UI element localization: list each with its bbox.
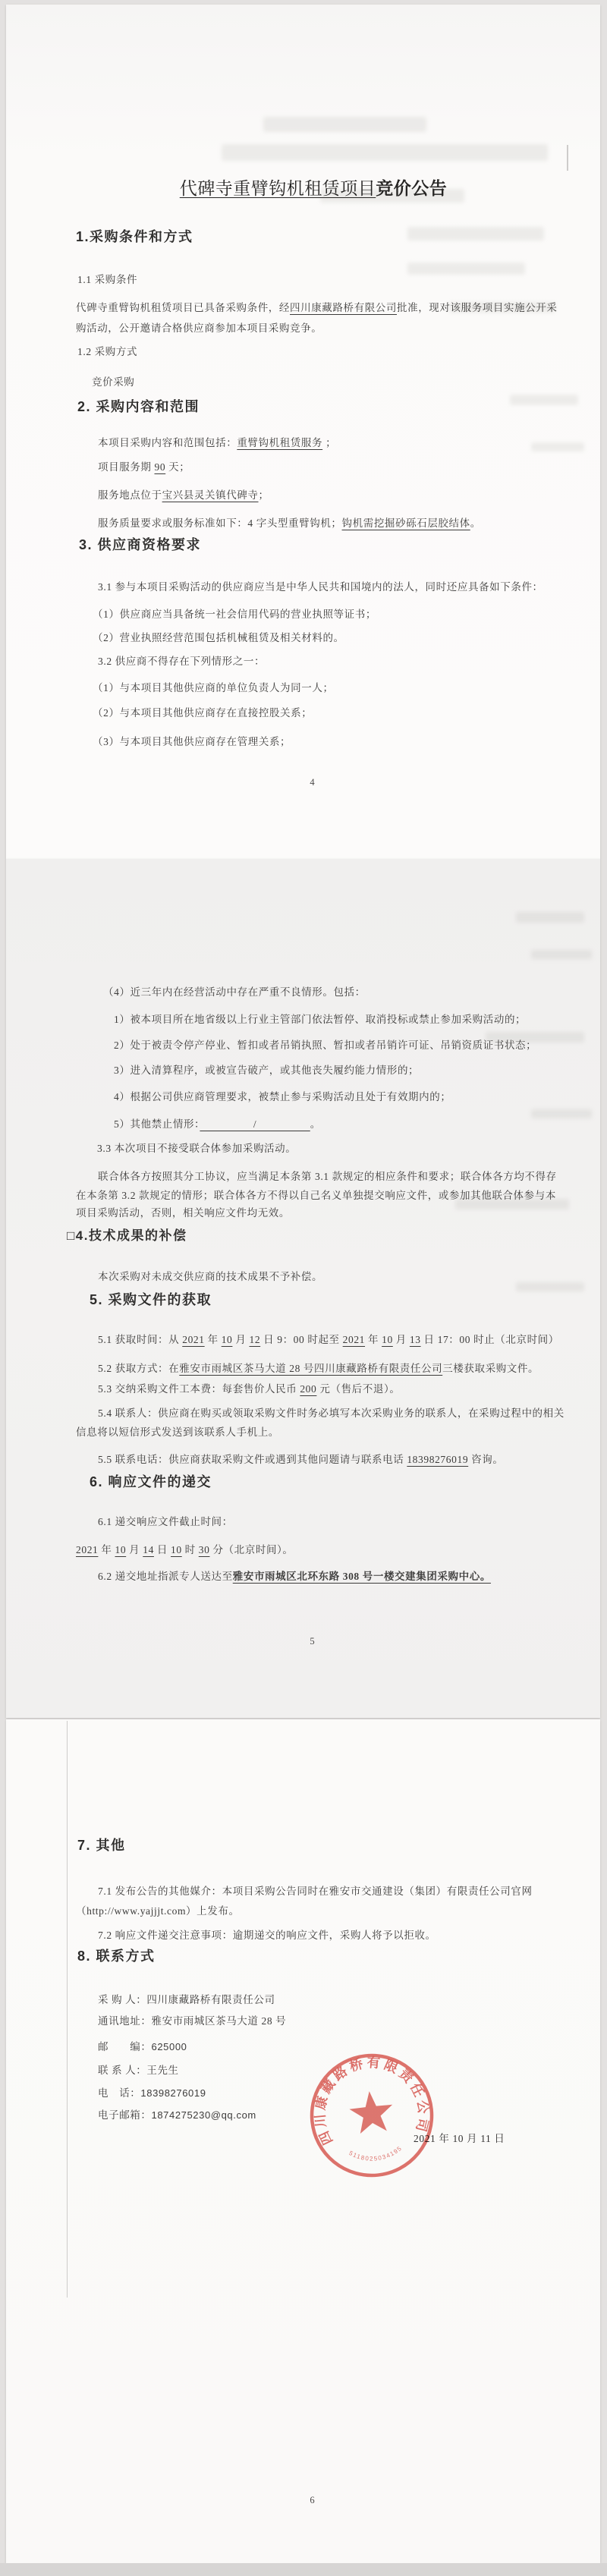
text-segment: 分（北京时间）。 [209, 1544, 294, 1555]
seal-code-text: 5118025034195 [348, 2144, 404, 2162]
text-segment: 雅安市雨城区北环东路 308 号一楼交建集团采购中心。 [232, 1571, 491, 1582]
text-segment: 电 话： [98, 2087, 141, 2099]
seal-star-icon [348, 2089, 395, 2134]
paragraph-line [76, 1425, 279, 1439]
text-segment: 625000 [151, 2041, 187, 2052]
text-segment: 批准，现对该服务项目实施公开采 [397, 302, 558, 313]
list-item [93, 607, 376, 621]
contact-email [98, 2108, 256, 2122]
text-segment: 5.4 联系人：供应商在购买或领取采购文件时务必填写本次采购业务的联系人，在采购过程中的相关 [98, 1408, 565, 1419]
text-segment: 6. 响应文件的递交 [90, 1474, 212, 1489]
subsection-3-1 [98, 580, 543, 594]
text-segment: 10 [382, 1334, 393, 1345]
text-segment: 18398276019 [407, 1454, 469, 1465]
text-segment: 1）被本项目所在地省级以上行业主管部门依法暂停、取消投标或禁止参加采购活动的； [114, 1014, 527, 1025]
text-segment: 本项目采购内容和范围包括： [98, 437, 237, 448]
text-segment: 咨询。 [468, 1454, 504, 1465]
subsection-3-3 [97, 1141, 296, 1156]
text-segment: 在本条第 3.2 款规定的情形；联合体各方不得以自己名义单独提交响应文件，或参加其他联合体参与本 [76, 1190, 556, 1201]
text-segment: 3.2 供应商不得存在下列情形之一： [98, 656, 266, 667]
text-segment: 雅安市雨城区茶马大道 28 号四川康藏路桥有限责任公司 [179, 1363, 443, 1374]
text-segment: 5.1 获取时间：从 [98, 1334, 183, 1345]
document-page-1 [6, 5, 600, 859]
subsection-1-1 [77, 272, 137, 287]
paragraph-line [76, 1188, 556, 1203]
text-segment: 2021 [76, 1544, 99, 1555]
text-segment: 项目采购活动，否则，相关响应文件均无效。 [76, 1207, 290, 1219]
text-segment: 5.5 联系电话：供应商获取采购文件或遇到其他问题请与联系电话 [98, 1454, 407, 1465]
fold-line-artifact [67, 1721, 68, 2298]
list-item [114, 1012, 526, 1027]
text-segment: 10 [171, 1544, 182, 1555]
bleed-through-artifact [531, 1109, 592, 1118]
text-segment: （2）与本项目其他供应商存在直接控股关系； [93, 707, 313, 719]
text-segment: 宝兴县灵关镇代碑寺 [162, 489, 259, 501]
text-segment: 竞价公告 [376, 178, 448, 198]
contact-purchaser [98, 1993, 275, 2007]
text-segment: （1）供应商应当具备统一社会信用代码的营业执照等证书； [93, 609, 376, 620]
list-item-blank-field [114, 1117, 321, 1131]
text-segment: 12 [249, 1334, 261, 1345]
text-segment: 年 [204, 1334, 222, 1345]
text-segment: （2）营业执照经营范围包括机械租赁及相关材料的。 [93, 632, 344, 643]
subsection-7-2 [98, 1928, 436, 1942]
text-segment: 5.2 获取方式：在 [98, 1363, 180, 1374]
text-segment: 1.1 采购条件 [77, 274, 138, 285]
list-item [93, 631, 344, 645]
text-segment: □4.技术成果的补偿 [67, 1228, 187, 1243]
subsection-1-2 [77, 344, 137, 359]
text-segment: 月 [232, 1334, 250, 1345]
text-segment: 1.2 采购方式 [77, 346, 138, 357]
text-segment: 14 [143, 1544, 154, 1555]
bleed-through-artifact [516, 1282, 584, 1291]
text-segment: 年 [98, 1544, 115, 1555]
bleed-through-artifact [510, 395, 578, 405]
text-segment: 日 17：00 时止（北京时间） [420, 1334, 559, 1345]
text-segment: 代碑寺重臂钩机租赁项目 [179, 179, 376, 198]
text-segment: （http://www.yajjjt.com）上发布。 [76, 1905, 240, 1917]
text-segment: 联 系 人： [98, 2065, 147, 2076]
text-segment: / [200, 1118, 310, 1130]
section-heading-5 [90, 1291, 212, 1309]
text-segment: 。 [310, 1118, 321, 1130]
text-segment: 90 [154, 461, 166, 473]
text-segment: 购活动，公开邀请合格供应商参加本项目采购竞争。 [76, 322, 322, 334]
text-segment: 项目服务期 [98, 461, 155, 473]
text-segment: 5）其他禁止情形： [114, 1118, 200, 1130]
text-segment: 8. 联系方式 [77, 1949, 156, 1964]
section-heading-3 [79, 536, 201, 554]
text-segment: 5. 采购文件的获取 [90, 1292, 212, 1307]
text-segment: 天； [165, 461, 190, 473]
text-segment: 服务质量要求或服务标准如下：4 字头型重臂钩机； [98, 517, 342, 529]
seal-company-text: 四川康藏路桥有限责任公司 [312, 2054, 432, 2147]
text-segment: 服务地点位于 [98, 489, 162, 501]
text-segment: ； [258, 489, 269, 501]
bleed-through-artifact [222, 144, 548, 161]
document-title [6, 177, 600, 200]
text-segment: 王先生 [146, 2065, 179, 2076]
page-number: 6 [310, 2495, 315, 2505]
contact-phone [98, 2086, 206, 2100]
bleed-through-artifact [407, 227, 544, 241]
text-segment: 联合体各方按照其分工协议，应当满足本条第 3.1 款规定的相应条件和要求；联合体各方均不得存 [98, 1171, 557, 1182]
subsection-5-4 [98, 1406, 565, 1420]
text-segment: 30 [198, 1544, 210, 1555]
text-segment: 3. 供应商资格要求 [79, 537, 202, 552]
text-segment: 5.3 交纳采购文件工本费：每套售价人民币 [98, 1383, 300, 1395]
text-segment: 10 [221, 1334, 233, 1345]
text-segment: 2）处于被责令停产停业、暂扣或者吊销执照、暂扣或者吊销许可证、吊销资质证书状态； [114, 1040, 537, 1051]
text-segment: 3.1 参与本项目采购活动的供应商应当是中华人民共和国境内的法人，同时还应具备如下条件： [98, 581, 543, 593]
svg-text:5118025034195 [348, 2144, 405, 2165]
subsection-5-3 [98, 1382, 400, 1396]
subsection-5-2 [98, 1361, 539, 1376]
text-segment: 月 [126, 1544, 143, 1555]
deadline-line [76, 1543, 294, 1557]
paragraph-line [76, 300, 558, 315]
text-segment: 时 [181, 1544, 199, 1555]
text-segment: ； [322, 437, 337, 448]
text-segment: 代碑寺重臂钩机租赁项目已具备采购条件，经 [76, 302, 290, 313]
text-segment: 邮 编： [98, 2041, 152, 2052]
bleed-through-artifact [531, 442, 584, 451]
subsection-5-5 [98, 1452, 503, 1467]
text-segment: 2021 [342, 1334, 366, 1345]
list-item [103, 985, 366, 999]
text-segment: 日 [153, 1544, 171, 1555]
text-segment: 钩机需挖掘砂砾石层胶结体 [341, 517, 470, 529]
text-segment: 7. 其他 [77, 1838, 126, 1853]
company-seal [301, 2045, 443, 2187]
text-segment: 2. 采购内容和范围 [77, 399, 200, 414]
paragraph-line [98, 436, 336, 450]
text-segment: 4）根据公司供应商管理要求，被禁止参与采购活动且处于有效期内的； [114, 1091, 451, 1102]
list-item [114, 1063, 419, 1077]
subsection-6-2 [98, 1569, 491, 1584]
text-segment: 采 购 人： [98, 1994, 147, 2005]
text-segment: 本次采购对未成交供应商的技术成果不予补偿。 [98, 1271, 323, 1282]
text-segment: 信息将以短信形式发送到该联系人手机上。 [76, 1426, 279, 1438]
section-heading-8 [77, 1947, 156, 1965]
paragraph-line [76, 321, 322, 335]
subsection-6-1 [98, 1514, 233, 1529]
text-segment: 四川康藏路桥有限公司 [290, 302, 397, 313]
text-segment: 7.1 发布公告的其他媒介：本项目采购公告同时在雅安市交通建设（集团）有限责任公司官网 [98, 1886, 533, 1897]
text-segment: 元（售后不退）。 [316, 1383, 401, 1395]
scanner-background [0, 2563, 607, 2576]
section-heading-2 [77, 398, 200, 416]
text-segment: 1.采购条件和方式 [76, 229, 193, 244]
text-segment: （3）与本项目其他供应商存在管理关系； [93, 736, 291, 747]
text-segment: 6.2 递交地址指派专人送达至 [98, 1571, 233, 1582]
contact-person [98, 2063, 179, 2077]
text-segment: 月 [392, 1334, 410, 1345]
text-segment: 6.1 递交响应文件截止时间： [98, 1516, 233, 1527]
text-segment: 四川康藏路桥有限责任公司 [146, 1994, 275, 2005]
section-heading-1 [76, 228, 193, 246]
list-item [93, 706, 312, 720]
text-segment: 电子邮箱： [98, 2109, 152, 2121]
text-segment: 雅安市雨城区茶马大道 28 号 [151, 2015, 287, 2027]
text-segment: 200 [300, 1383, 317, 1395]
text-segment: 2021 年 10 月 11 日 [414, 2133, 505, 2144]
text-segment: 三楼获取采购文件。 [442, 1363, 539, 1374]
paragraph-line [76, 1206, 290, 1220]
paragraph-line [98, 516, 481, 530]
subsection-3-2 [98, 654, 265, 668]
text-segment: 竞价采购 [92, 376, 135, 388]
paragraph-line [98, 1269, 322, 1284]
bleed-through-artifact [407, 263, 525, 275]
text-segment: 重臂钩机租赁服务 [237, 437, 323, 448]
list-item [114, 1090, 451, 1104]
paragraph-line [92, 375, 134, 389]
list-item [93, 734, 291, 749]
text-segment: 7.2 响应文件递交注意事项：逾期递交的响应文件，采购人将予以拒收。 [98, 1930, 436, 1941]
list-item [93, 681, 334, 695]
section-heading-6 [90, 1473, 212, 1491]
text-segment: （1）与本项目其他供应商的单位负责人为同一人； [93, 682, 334, 694]
text-segment: 10 [115, 1544, 127, 1555]
text-segment: 13 [409, 1334, 421, 1345]
contact-address [98, 2014, 286, 2028]
text-segment: 。 [470, 517, 481, 529]
document-page-3 [6, 1719, 600, 2563]
paragraph-line [98, 488, 269, 502]
text-segment: （4）近三年内在经营活动中存在严重不良情形。包括： [103, 986, 366, 998]
text-segment: 年 [365, 1334, 382, 1345]
text-segment: 3）进入清算程序，或被宣告破产，或其他丧失履约能力情形的； [114, 1065, 420, 1076]
document-page-2 [6, 859, 600, 1718]
text-segment: 18398276019 [140, 2087, 206, 2099]
scan-line-artifact [567, 145, 568, 171]
bleed-through-artifact [263, 117, 426, 132]
paragraph-line [98, 460, 190, 474]
section-heading-4 [67, 1227, 187, 1245]
bleed-through-artifact [516, 912, 584, 923]
page-number: 4 [310, 777, 315, 788]
text-segment: 通讯地址： [98, 2015, 152, 2027]
text-segment: 2021 [182, 1334, 205, 1345]
text-segment: 日 9：00 时起至 [260, 1334, 343, 1345]
text-segment: 1874275230@qq.com [151, 2109, 256, 2121]
section-heading-7 [77, 1836, 126, 1854]
bleed-through-artifact [531, 950, 592, 959]
paragraph-line [98, 1169, 557, 1184]
page-number: 5 [310, 1636, 315, 1647]
list-item [114, 1038, 536, 1052]
subsection-5-1 [98, 1332, 559, 1347]
text-segment: 3.3 本次项目不接受联合体参加采购活动。 [97, 1143, 297, 1154]
paragraph-line [76, 1904, 240, 1918]
subsection-7-1 [98, 1884, 533, 1898]
contact-postcode [98, 2040, 187, 2054]
